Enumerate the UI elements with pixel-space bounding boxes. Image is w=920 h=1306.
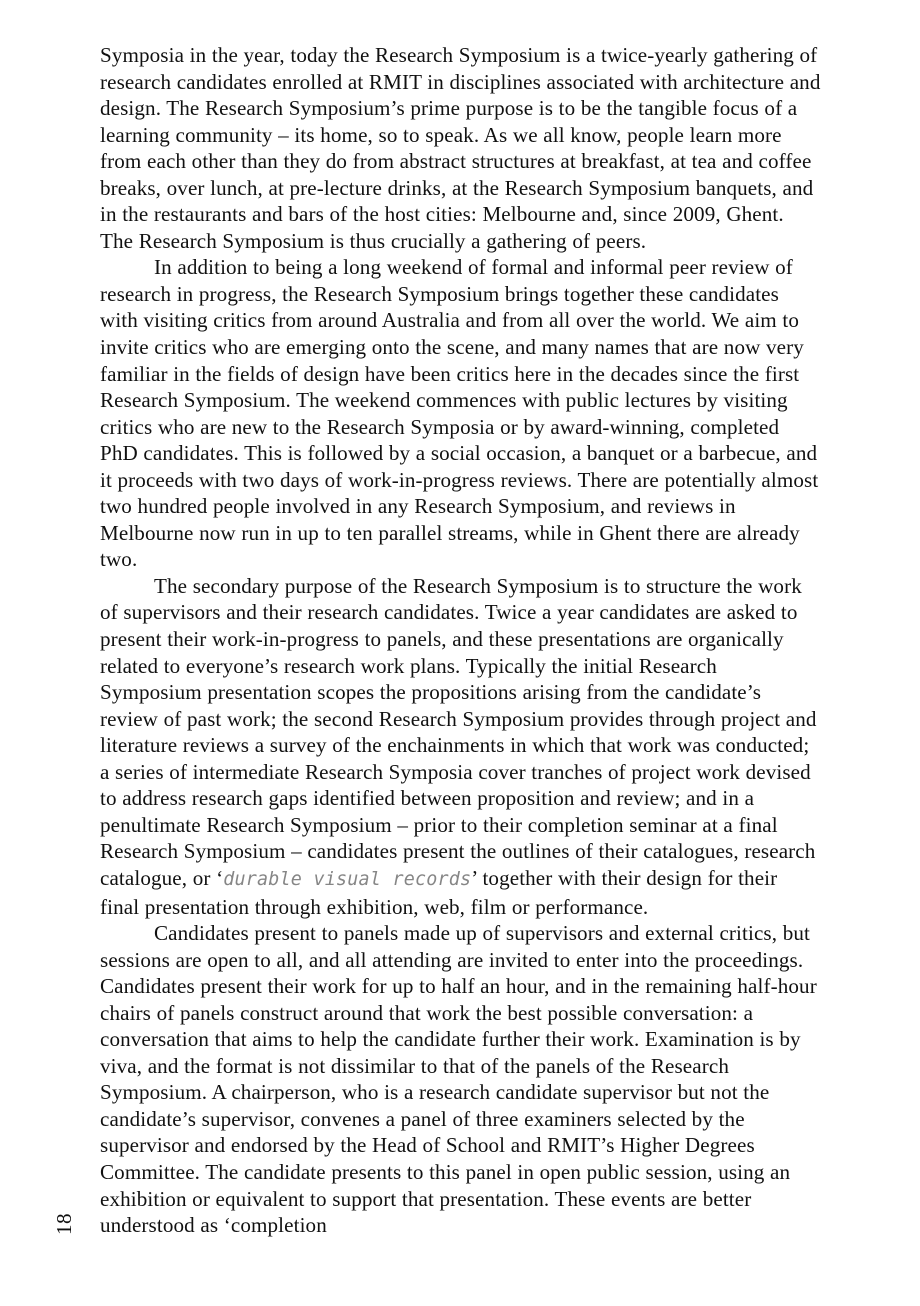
page-number: 18: [51, 1213, 76, 1235]
paragraph: Candidates present to panels made up of supervisors and external critics, but sessions are open to all, and all attending are invited to enter into the proceedings. Candidates present their work for up to half an hour, and in the remaining half-hour chairs of panels construct around that work the best possible conversation: a conversation that aims to help the candidate further their work. Examination is by viva, and the format is not dissimilar to that of the panels of the Research Symposium. A chairperson, who is a research candidate supervisor but not the candidate’s supervisor, convenes a panel of three examiners selected by the supervisor and endorsed by the Head of School and RMIT’s Higher Degrees Committee. The candidate presents to this panel in open public session, using an exhibition or equivalent to support that presentation. These events are better understood as ‘completion: [100, 921, 817, 1238]
quoted-term: durable visual records: [223, 868, 472, 890]
paragraph: In addition to being a long weekend of formal and informal peer review of research in progress, the Research Symposium brings together these candidates with visiting critics from around Australia and from all over the world. We aim to invite critics who are emerging onto the scene, and many names that are now very familiar in the fields of design have been critics here in the decades since the first Research Symposium. The weekend commences with public lectures by visiting critics who are new to the Research Symposia or by award-winning, completed PhD candidates. This is followed by a social occasion, a banquet or a barbecue, and it proceeds with two days of work-in-progress reviews. There are potentially almost two hundred people involved in any Research Symposium, and reviews in Melbourne now run in up to ten parallel streams, while in Ghent there are already two.: [100, 255, 819, 572]
paragraph: The secondary purpose of the Research Symposium is to structure the work of supervisors and their research candidates. Twice a year candidates are asked to present their work-in-progress to panels, and these presentations are organically related to everyone’s research work plans. Typically the initial Research Symposium presentation scopes the propositions arising from the candidate’s review of past work; the second Research Symposium provides through project and literature reviews a survey of the enchainments in which that work was conducted; a series of intermediate Research Symposia cover tranches of project work devised to address research gaps identified between proposition and review; and in a penultimate Research Symposium – prior to their completion seminar at a final Research Symposium – candidates present the outlines of their catalogues, research catalogue, or ‘durable visual records’ together with their design for their final presentation through exhibition, web, film or performance.: [100, 573, 817, 919]
page-folio: [28, 1188, 100, 1260]
paragraph: Symposia in the year, today the Research Symposium is a twice-yearly gathering of research candidates enrolled at RMIT in disciplines associated with architecture and design. The Research Symposium’s prime purpose is to be the tangible focus of a learning community – its home, so to speak. As we all know, people learn more from each other than they do from abstract structures at breakfast, at tea and coffee breaks, over lunch, at pre-lecture drinks, at the Research Symposium banquets, and in the restaurants and bars of the host cities: Melbourne and, since 2009, Ghent. The Research Symposium is thus crucially a gathering of peers.: [100, 43, 821, 253]
body-text-column: [100, 42, 822, 1239]
